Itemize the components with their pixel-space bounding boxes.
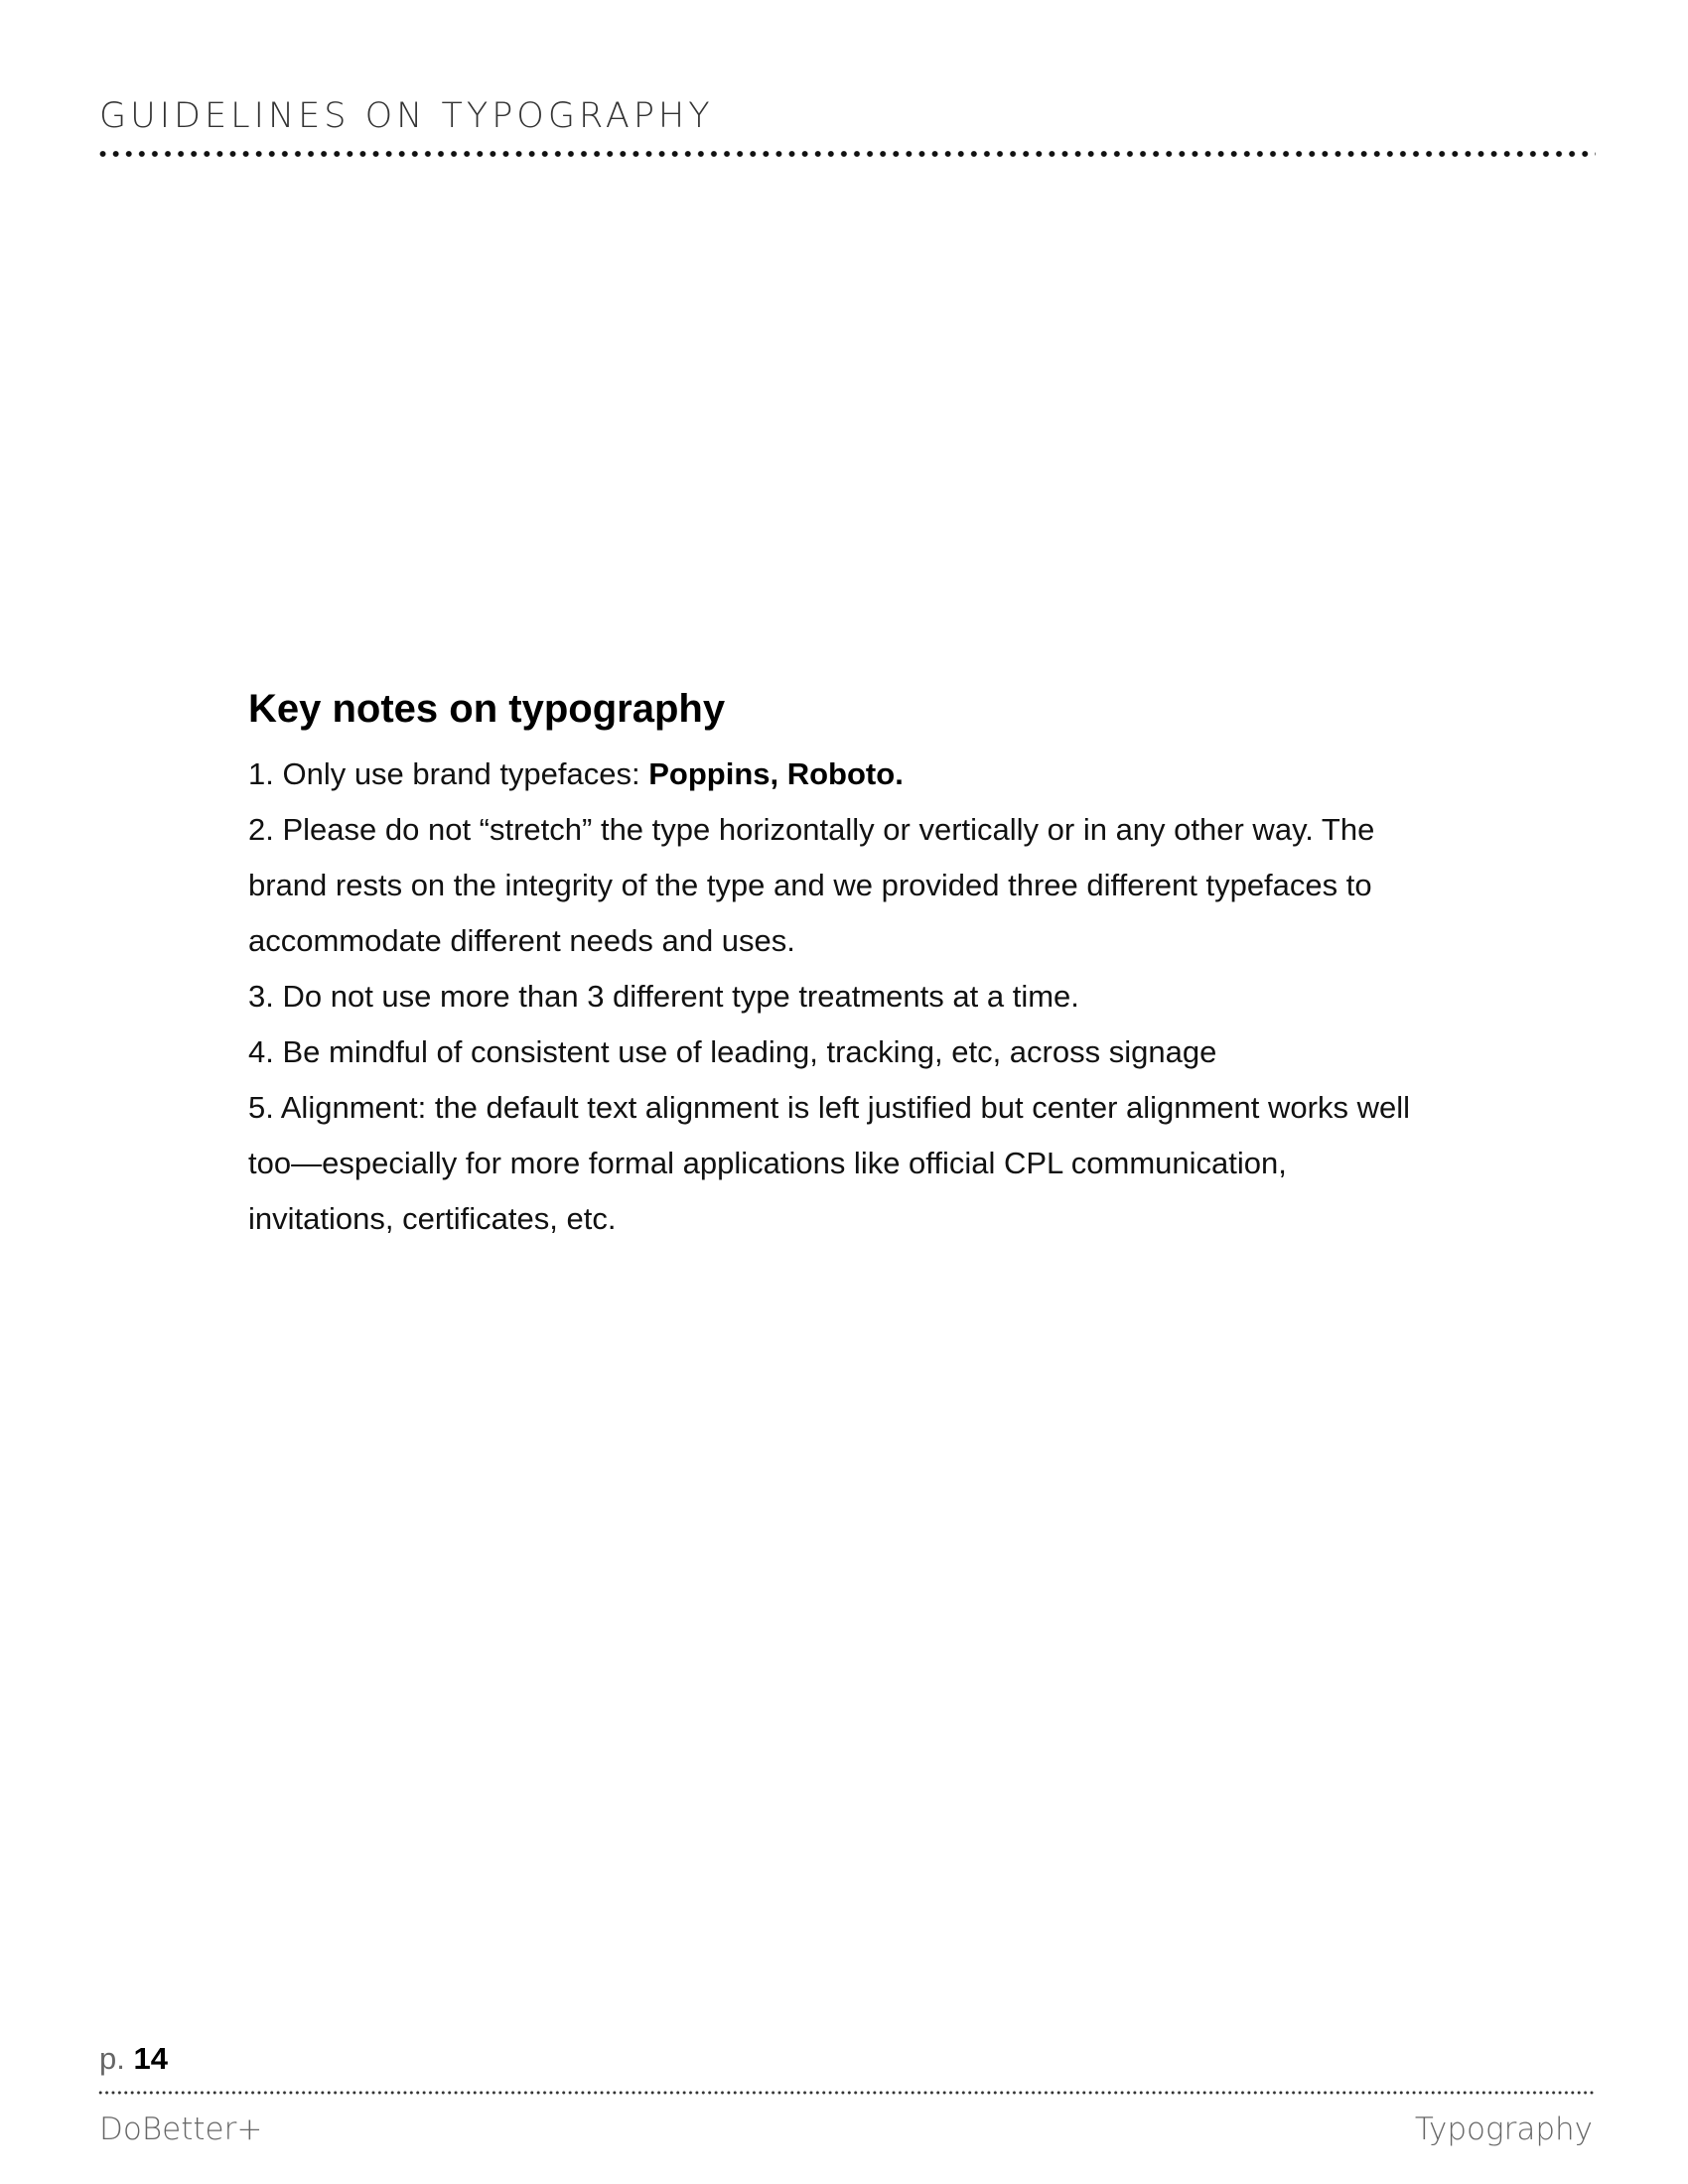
page-number xyxy=(99,2043,168,2074)
header-dotted-divider xyxy=(96,150,1596,158)
note-text: 3. Do not use more than 3 different type treatments at a time. xyxy=(248,979,1079,1014)
note-text: 2. Please do not “stretch” the type horizontally or vertically or in any other way. The brand rests on the integrity of the type and we provided three different typefaces to accommodate different needs and uses. xyxy=(248,812,1375,958)
brand-typefaces: Poppins, Roboto. xyxy=(648,756,904,791)
footer-dotted-divider xyxy=(97,2091,1595,2095)
key-notes-list xyxy=(248,747,1440,1247)
document-header-title: GUIDELINES ON TYPOGRAPHY xyxy=(99,96,714,136)
note-text: 1. Only use brand typefaces: xyxy=(248,756,649,791)
note-item-1 xyxy=(248,747,1440,802)
note-text: 4. Be mindful of consistent use of leading, tracking, etc, across signage xyxy=(248,1034,1217,1069)
page-prefix: p. xyxy=(99,2041,125,2076)
note-item-5 xyxy=(248,1080,1440,1247)
note-item-2 xyxy=(248,802,1440,969)
key-notes-section xyxy=(248,685,1440,1247)
footer-brand-name: DoBetter+ xyxy=(99,2112,263,2147)
note-item-3 xyxy=(248,969,1440,1024)
note-item-4 xyxy=(248,1024,1440,1080)
page-number-value: 14 xyxy=(133,2041,168,2076)
footer-section-name: Typography xyxy=(1414,2112,1593,2147)
section-heading: Key notes on typography xyxy=(248,687,726,731)
note-text: 5. Alignment: the default text alignment is left justified but center alignment works well too—especially for more formal applications like official CPL communication, invitations, certificates, etc. xyxy=(248,1090,1410,1236)
